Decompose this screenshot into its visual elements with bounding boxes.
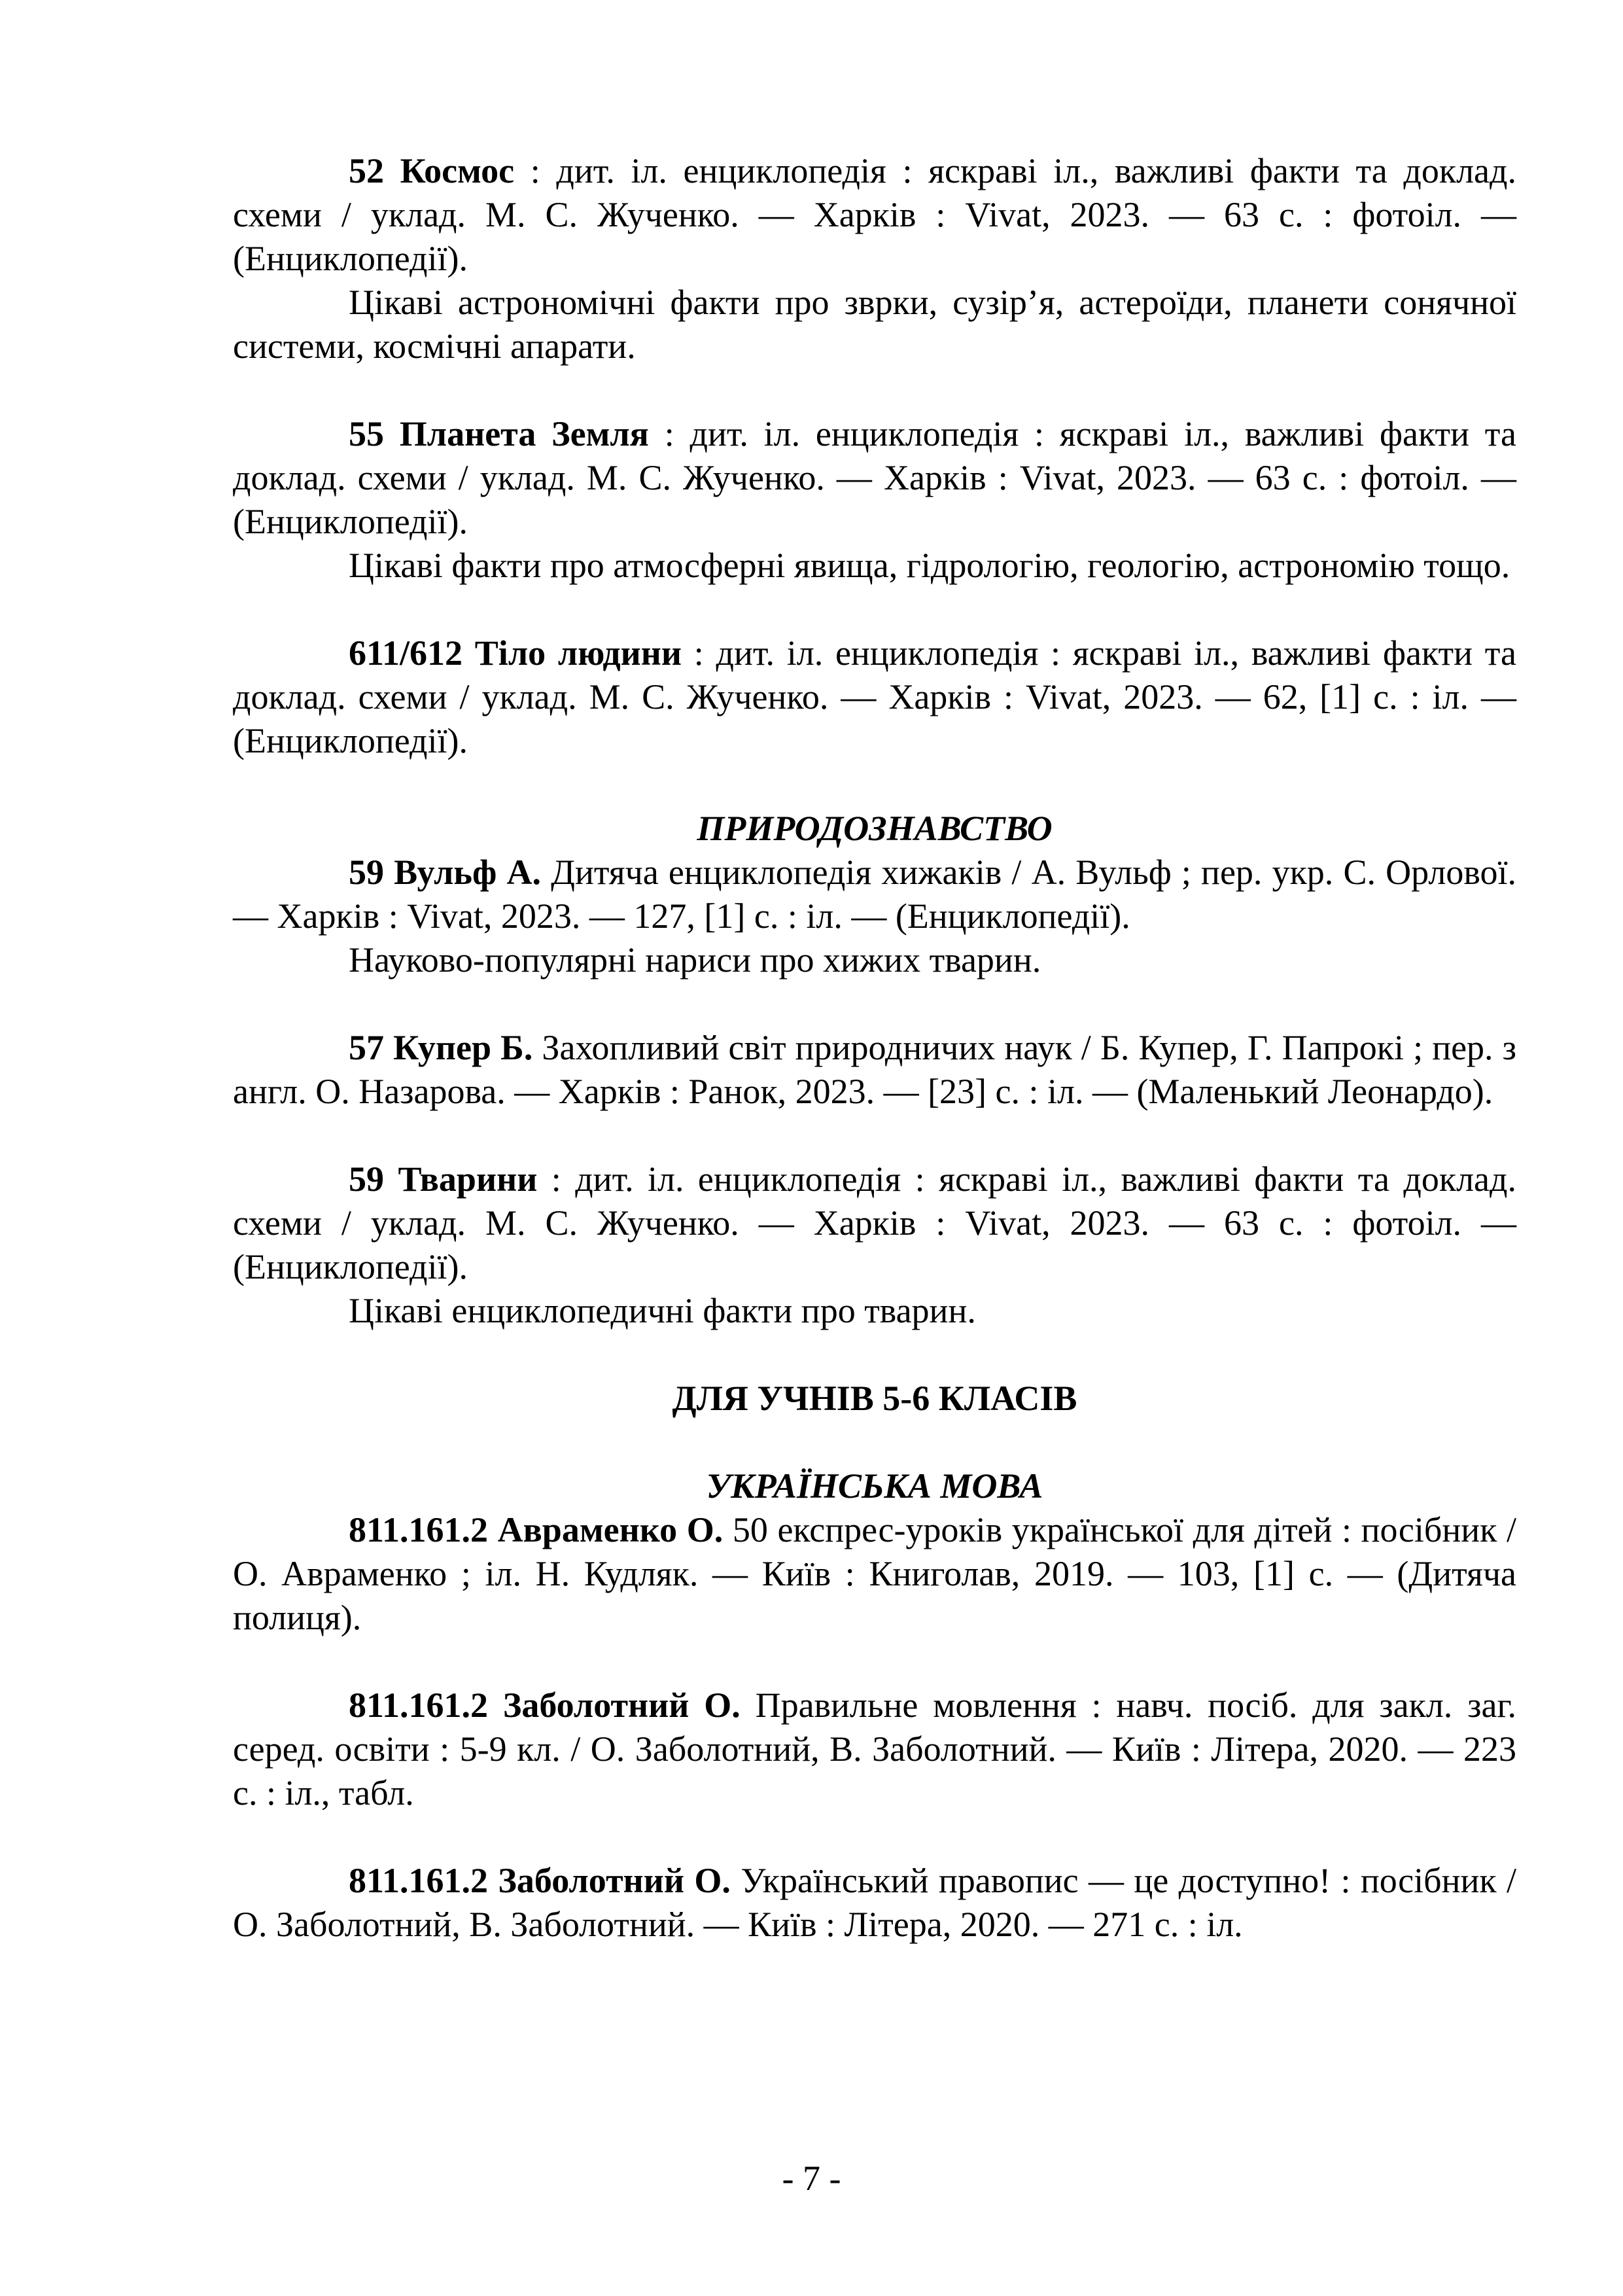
section-heading-ukrainian: УКРАЇНСЬКА МОВА — [706, 1466, 1043, 1506]
entry-annotation: Науково-популярні нариси про хижих тварин. — [349, 940, 1041, 980]
entry-description — [233, 1026, 1516, 1114]
entry-heading: 59 Вульф А. — [349, 853, 541, 892]
bibliography-entry-avramenko — [233, 1508, 1516, 1640]
entry-text: : дит. іл. енциклопедія : яскраві іл., важливі факти та доклад. схеми / уклад. М. С. Жученко. — Харків : Vivat, 2023. — 63 с. : фотоіл. — (Енциклопедії). — [233, 151, 1516, 278]
entry-description — [233, 1157, 1516, 1289]
bibliography-entry-kuper — [233, 1026, 1516, 1114]
bibliography-entry-zabolotnyi-movlennia — [233, 1684, 1516, 1815]
entry-heading: 811.161.2 Заболотний О. — [349, 1861, 731, 1900]
bibliography-entry-zabolotnyi-pravopys — [233, 1859, 1516, 1947]
entry-description — [233, 149, 1516, 281]
entry-heading: 55 Планета Земля — [349, 414, 649, 453]
entry-text: Український правопис — це доступно! : посібник / О. Заболотний, В. Заболотний. — Київ : Літера, 2020. — 271 с. : іл. — [233, 1861, 1516, 1944]
entry-description — [233, 1508, 1516, 1640]
entry-description — [233, 1684, 1516, 1815]
entry-heading: 59 Тварини — [349, 1159, 538, 1199]
entry-text: Захопливий світ природничих наук / Б. Купер, Г. Папрокі ; пер. з англ. О. Назарова. — Харків : Ранок, 2023. — [23] с. : іл. — (Маленький Леонардо). — [233, 1028, 1516, 1111]
entry-text: Правильне мовлення : навч. посіб. для закл. заг. серед. освіти : 5-9 кл. / О. Заболотний, В. Заболотний. — Київ : Літера, 2020. — 223 с. : іл., табл. — [233, 1686, 1516, 1812]
entry-description — [233, 851, 1516, 938]
entry-heading: 811.161.2 Заболотний О. — [349, 1686, 741, 1725]
entry-heading: 811.161.2 Авраменко О. — [349, 1510, 724, 1549]
page-number: - 7 - — [782, 2159, 841, 2198]
entry-description — [233, 1859, 1516, 1947]
entry-description — [233, 412, 1516, 544]
entry-text: : дит. іл. енциклопедія : яскраві іл., важливі факти та доклад. схеми / уклад. М. С. Жученко. — Харків : Vivat, 2023. — 63 с. : фотоіл. — (Енциклопедії). — [233, 414, 1516, 541]
bibliography-entry-vulf — [233, 851, 1516, 982]
section-heading-nature: ПРИРОДОЗНАВСТВО — [697, 809, 1053, 848]
entry-text: : дит. іл. енциклопедія : яскраві іл., важливі факти та доклад. схеми / уклад. М. С. Жученко. — Харків : Vivat, 2023. — 62, [1] с. : іл. — (Енциклопедії). — [233, 633, 1516, 760]
entry-heading: 611/612 Тіло людини — [349, 633, 682, 673]
entry-text: : дит. іл. енциклопедія : яскраві іл., важливі факти та доклад. схеми / уклад. М. С. Жученко. — Харків : Vivat, 2023. — 63 с. : фотоіл. — (Енциклопедії). — [233, 1159, 1516, 1286]
entry-text: Дитяча енциклопедія хижаків / А. Вульф ; пер. укр. С. Орлової. — Харків : Vivat, 2023. — 127, [1] с. : іл. — (Енциклопедії). — [233, 853, 1516, 936]
page-body — [233, 149, 1516, 1947]
bibliography-entry-tvaryny — [233, 1157, 1516, 1333]
bibliography-entry-kosmos — [233, 149, 1516, 368]
entry-heading: 57 Купер Б. — [349, 1028, 533, 1067]
entry-description — [233, 631, 1516, 763]
part-heading-grades: ДЛЯ УЧНІВ 5-6 КЛАСІВ — [672, 1379, 1077, 1418]
entry-heading: 52 Космос — [349, 151, 515, 190]
entry-annotation: Цікаві астрономічні факти про зврки, сузір’я, астероїди, планети сонячної системи, космічні апарати. — [233, 283, 1516, 366]
bibliography-entry-planeta-zemlia — [233, 412, 1516, 588]
bibliography-entry-tilo-liudyny — [233, 631, 1516, 763]
entry-text: 50 експрес-уроків української для дітей : посібник / О. Авраменко ; іл. Н. Кудляк. — Київ : Книголав, 2019. — 103, [1] с. — (Дитяча полиця). — [233, 1510, 1516, 1637]
entry-annotation: Цікаві факти про атмосферні явища, гідрологію, геологію, астрономію тощо. — [349, 546, 1510, 585]
entry-annotation: Цікаві енциклопедичні факти про тварин. — [349, 1291, 976, 1330]
